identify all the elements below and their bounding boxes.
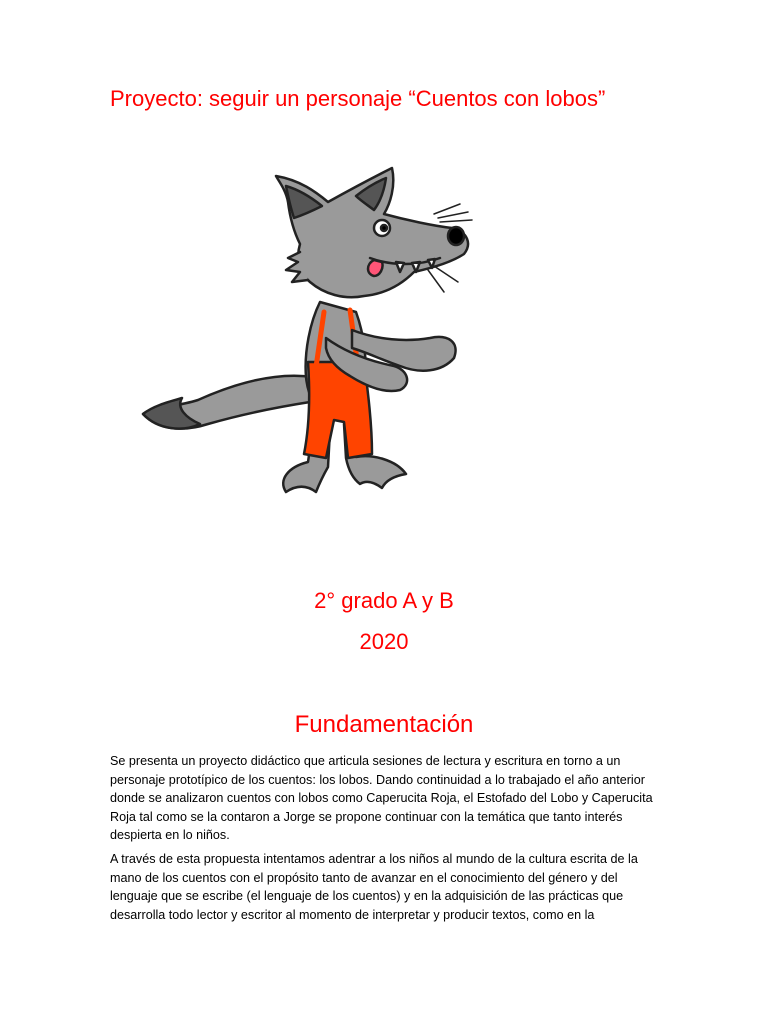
wolf-illustration bbox=[138, 162, 478, 522]
wolf-tongue bbox=[368, 260, 383, 276]
grade-label: 2° grado A y B bbox=[314, 588, 454, 613]
year-label: 2020 bbox=[359, 629, 409, 654]
wolf-nose bbox=[448, 227, 464, 245]
project-title: Proyecto: seguir un personaje “Cuentos con lobos” bbox=[110, 86, 606, 111]
section-heading: Fundamentación bbox=[294, 711, 474, 738]
paragraph-1: Se presenta un proyecto didáctico que articula sesiones de lectura y escritura en torno a un personaje prototípico de los cuentos: los lobos. Dando continuidad a lo trabajado el año anterior donde se analizaron cuentos con lobos como Caperucita Roja, el Estofado del Lobo y Caperucita Roja tal como se la contaron a Jorge se propone continuar con la temática que tanto interés despierta en lo niños. bbox=[110, 754, 653, 842]
paragraph-2: A través de esta propuesta intentamos adentrar a los niños al mundo de la cultura escrita de la mano de los cuentos con el propósito tanto de avanzar en el conocimiento del género y del lenguaje que se escribe (el lenguaje de los cuentos) y en la adquisición de las prácticas que desarrolla todo lector y escritor al momento de interpretar y producir textos, como en la bbox=[110, 852, 638, 922]
